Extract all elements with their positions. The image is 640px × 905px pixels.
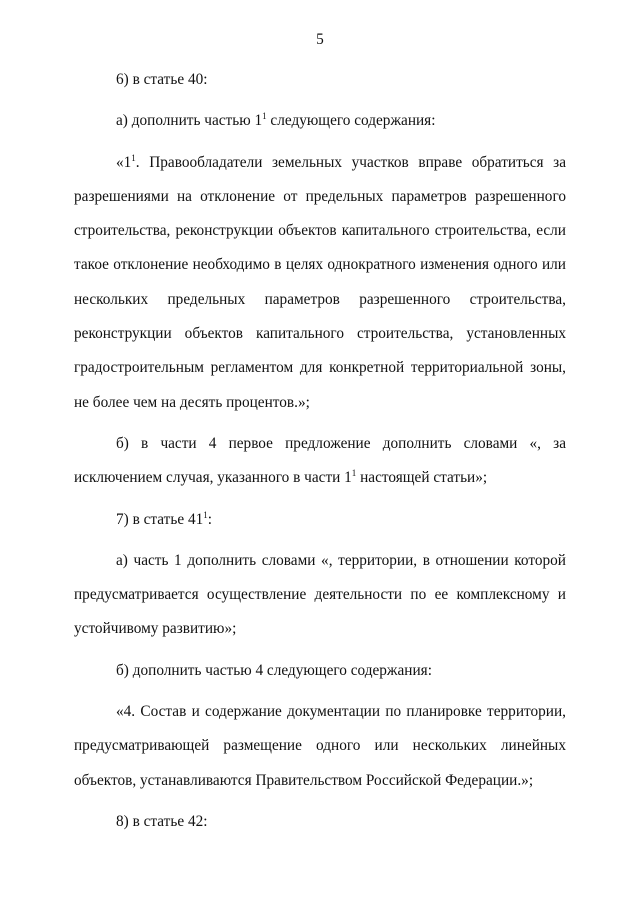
paragraph-add-part-4 [74,654,566,688]
paragraph-part-1-amendment [74,544,566,647]
paragraph-article-41-1-heading [74,503,566,537]
superscript: 1 [351,468,357,479]
paragraph-text: б) дополнить частью 4 следующего содержания: [116,661,432,679]
paragraph-text: б) в части 4 первое предложение дополнить словами «, за исключением случая, указанного в части 1 [74,434,566,487]
paragraph-text-tail: настоящей статьи»; [356,469,488,487]
paragraph-text: а) дополнить частью 1 [116,112,263,130]
superscript: 1 [131,152,136,163]
paragraph-text: 6) в статье 40: [116,71,208,88]
paragraph-article-40-heading [74,63,566,97]
document-body [74,63,566,839]
paragraph-text-tail: следующего содержания: [266,112,436,130]
paragraph-article-42-heading [74,805,566,839]
paragraph-text: а) часть 1 дополнить словами «, территории, в отношении которой предусматривается осуществление деятельности по ее комплексному и устойчивому развитию»; [74,551,566,638]
page-number: 5 [316,31,324,48]
paragraph-text: 7) в статье 41 [116,510,204,528]
superscript: 1 [203,509,208,520]
paragraph-text: 8) в статье 42: [116,812,208,830]
superscript: 1 [262,111,267,122]
paragraph-add-part-1-1 [74,104,566,138]
paragraph-text-tail: : [207,510,212,528]
paragraph-part-4-text [74,695,566,798]
paragraph-text-tail: . Правообладатели земельных участков вправе обратиться за разрешениями на отклонение от предельных параметров разрешенного строительства, реконструкции объектов капитального строительства, если такое отклонение необходимо в целях однократного изменения одного или нескольких предельных параметров разрешенного строительства, реконструкции объектов капитального строительства, установленных градостроительным регламентом для конкретной территориальной зоны, не более чем на десять процентов.»; [74,153,566,411]
paragraph-text: «1 [116,153,132,171]
paragraph-text: «4. Состав и содержание документации по планировке территории, предусматривающей размещение одного или нескольких линейных объектов, устанавливаются Правительством Российской Федерации.»; [74,703,566,789]
paragraph-part-1-1-text [74,146,566,420]
paragraph-part-4-amendment [74,427,566,496]
